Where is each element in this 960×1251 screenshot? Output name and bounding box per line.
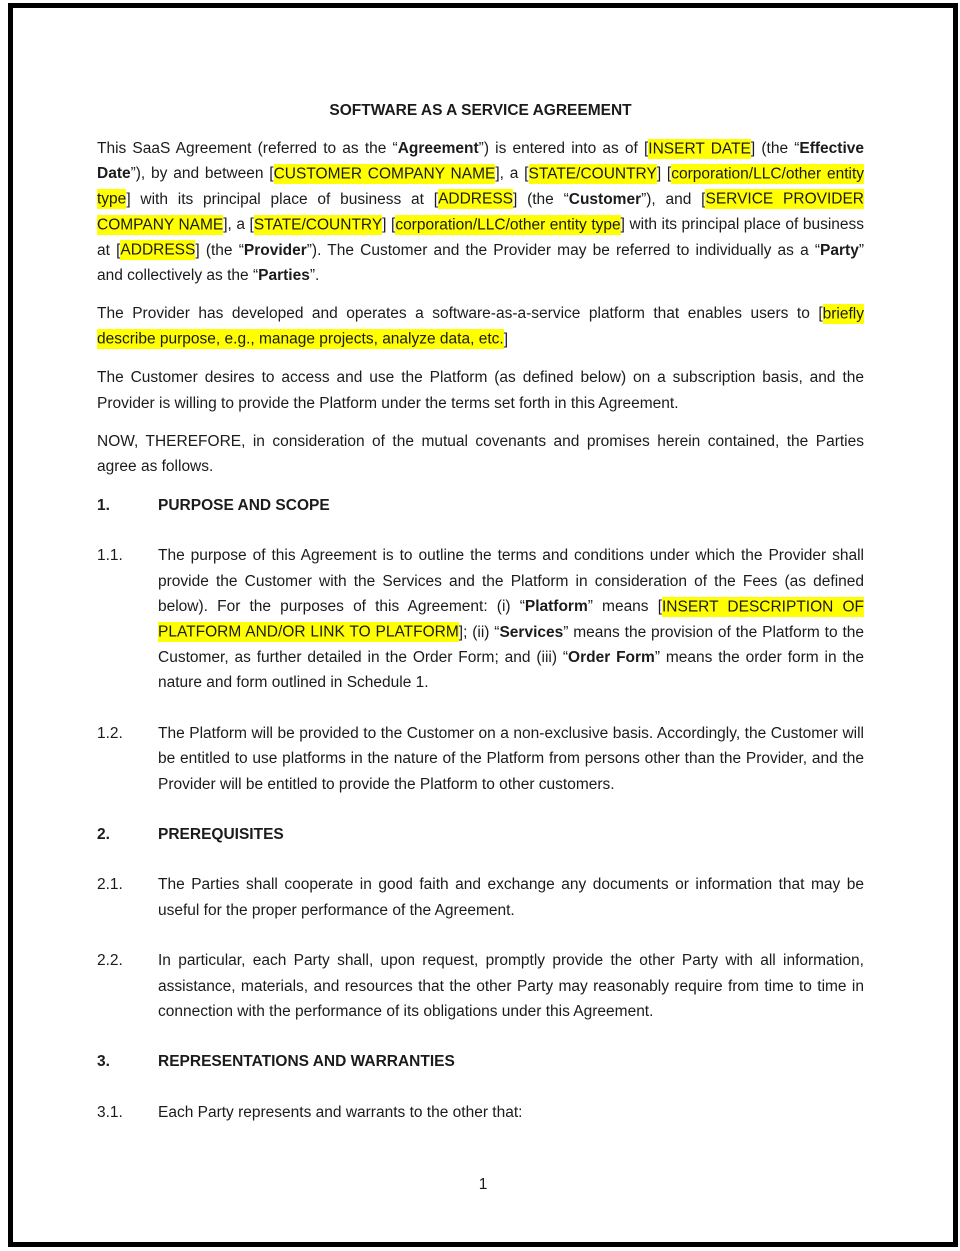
clause-number: 1.2. xyxy=(97,724,123,742)
clause xyxy=(97,948,864,1024)
document-body xyxy=(97,136,864,1125)
clause-number: 2.2. xyxy=(97,952,123,970)
clause-number: 2. xyxy=(97,825,110,843)
text-run: ] [ xyxy=(656,165,672,183)
text-run: ] with its principal place of business at [ xyxy=(97,216,865,259)
text-run: ” and collectively as the “ xyxy=(97,241,864,285)
clause xyxy=(97,1100,864,1125)
clause-number: 3. xyxy=(97,1053,110,1071)
text-run: PURPOSE AND SCOPE xyxy=(158,496,330,514)
defined-term: Services xyxy=(499,623,564,641)
placeholder-highlight: ADDRESS xyxy=(438,190,513,208)
text-run: ], a [ xyxy=(495,165,529,183)
clause xyxy=(97,872,864,923)
text-run: ”), and [ xyxy=(641,190,706,208)
section-heading xyxy=(97,822,864,847)
text-run: ] (the “ xyxy=(513,190,569,208)
text-run: REPRESENTATIONS AND WARRANTIES xyxy=(158,1053,455,1071)
text-run: The purpose of this Agreement is to outline the terms and conditions under which the Provider shall provide the Customer with the Services and the Platform in consideration of the Fees (as defined below). For the purposes of this Agreement: (i) “ xyxy=(158,547,864,616)
defined-term: Customer xyxy=(568,190,642,208)
text-run: ]; (ii) “ xyxy=(458,623,500,641)
placeholder-highlight: corporation/LLC/other entity type xyxy=(395,216,621,234)
text-run: ”) is entered into as of [ xyxy=(478,140,649,157)
placeholder-highlight: STATE/COUNTRY xyxy=(253,216,383,234)
text-run: PREREQUISITES xyxy=(158,825,284,843)
defined-term: Order Form xyxy=(568,648,655,666)
clause-number: 1. xyxy=(97,496,110,514)
placeholder-highlight: CUSTOMER COMPANY NAME xyxy=(273,165,496,183)
section-heading-text xyxy=(158,497,330,514)
text-run: The Parties shall cooperate in good faith and exchange any documents or information that may be useful for the proper performance of the Agreement. xyxy=(158,876,864,919)
text-run: In particular, each Party shall, upon request, promptly provide the other Party with all information, assistance, materials, and resources that the other Party may reasonably require from time to time in connection with the performance of its obligations under this Agreement. xyxy=(158,952,864,1020)
text-run: Each Party represents and warrants to the other that: xyxy=(158,1103,523,1121)
clause-text xyxy=(158,721,864,797)
paragraph xyxy=(97,301,864,352)
paragraph xyxy=(97,136,864,288)
clause xyxy=(97,721,864,797)
page-number: 1 xyxy=(478,1176,488,1193)
text-run: ”. xyxy=(309,267,320,285)
text-run: The Provider has developed and operates a software-as-a-service platform that enables users to [ xyxy=(97,305,823,323)
defined-term: Provider xyxy=(243,241,307,259)
clause-number: 1.1. xyxy=(97,547,123,565)
paragraph xyxy=(97,429,864,480)
text-run: ”). The Customer and the Provider may be referred to individually as a “ xyxy=(306,241,821,259)
text-run: ” means the provision of the Platform to the Customer, as further detailed in the Order Form; and (iii) “ xyxy=(158,623,864,666)
defined-term: Agreement xyxy=(397,140,479,157)
section-heading xyxy=(97,1049,864,1074)
section-heading xyxy=(97,493,864,518)
document-page xyxy=(8,3,958,1247)
text-run: ] (the “ xyxy=(195,241,244,259)
text-run: ” means [ xyxy=(587,598,662,616)
text-run: ” means the order form in the nature and form outlined in Schedule 1. xyxy=(158,648,865,692)
document-title: SOFTWARE AS A SERVICE AGREEMENT xyxy=(329,102,632,119)
clause-number: 3.1. xyxy=(97,1103,123,1121)
clause-text xyxy=(158,872,864,923)
placeholder-highlight: SERVICE PROVIDER COMPANY NAME xyxy=(97,190,864,234)
paragraph xyxy=(97,365,864,416)
clause-text xyxy=(158,543,864,695)
clause xyxy=(97,543,864,695)
text-run: ] [ xyxy=(382,216,396,234)
text-run: ”), by and between [ xyxy=(130,165,274,183)
defined-term: Platform xyxy=(524,598,588,616)
placeholder-highlight: INSERT DESCRIPTION OF PLATFORM AND/OR LINK TO PLATFORM xyxy=(158,598,864,641)
placeholder-highlight: corporation/LLC/other entity type xyxy=(97,165,865,208)
text-run: ], a [ xyxy=(223,216,254,234)
placeholder-highlight: briefly describe purpose, e.g., manage projects, analyze data, etc. xyxy=(97,305,864,348)
text-run: ] (the “ xyxy=(750,140,800,157)
clause-text xyxy=(158,1100,864,1125)
text-run: This SaaS Agreement (referred to as the “ xyxy=(97,140,398,157)
defined-term: Parties xyxy=(258,267,310,285)
placeholder-highlight: INSERT DATE xyxy=(648,140,751,157)
text-run: ] with its principal place of business at [ xyxy=(126,190,439,208)
clause-text xyxy=(158,948,864,1024)
text-run: The Customer desires to access and use the Platform (as defined below) on a subscription basis, and the Provider is willing to provide the Platform under the terms set forth in this Agreement. xyxy=(97,369,864,412)
defined-term: Party xyxy=(820,241,859,259)
text-run: NOW, THEREFORE, in consideration of the mutual covenants and promises herein contained, the Parties agree as follows. xyxy=(97,433,864,476)
defined-term: Effective Date xyxy=(97,140,864,183)
clause-number: 2.1. xyxy=(97,876,123,894)
section-heading-text xyxy=(158,826,284,843)
text-run: The Platform will be provided to the Customer on a non-exclusive basis. Accordingly, the Customer will be entitled to use platforms in the nature of the Platform from persons other than the Provider, and the Provider will be entitled to provide the Platform to other customers. xyxy=(158,724,864,793)
placeholder-highlight: ADDRESS xyxy=(120,241,196,259)
text-run: ] xyxy=(503,330,508,348)
section-heading-text xyxy=(158,1053,455,1070)
placeholder-highlight: STATE/COUNTRY xyxy=(528,165,657,183)
